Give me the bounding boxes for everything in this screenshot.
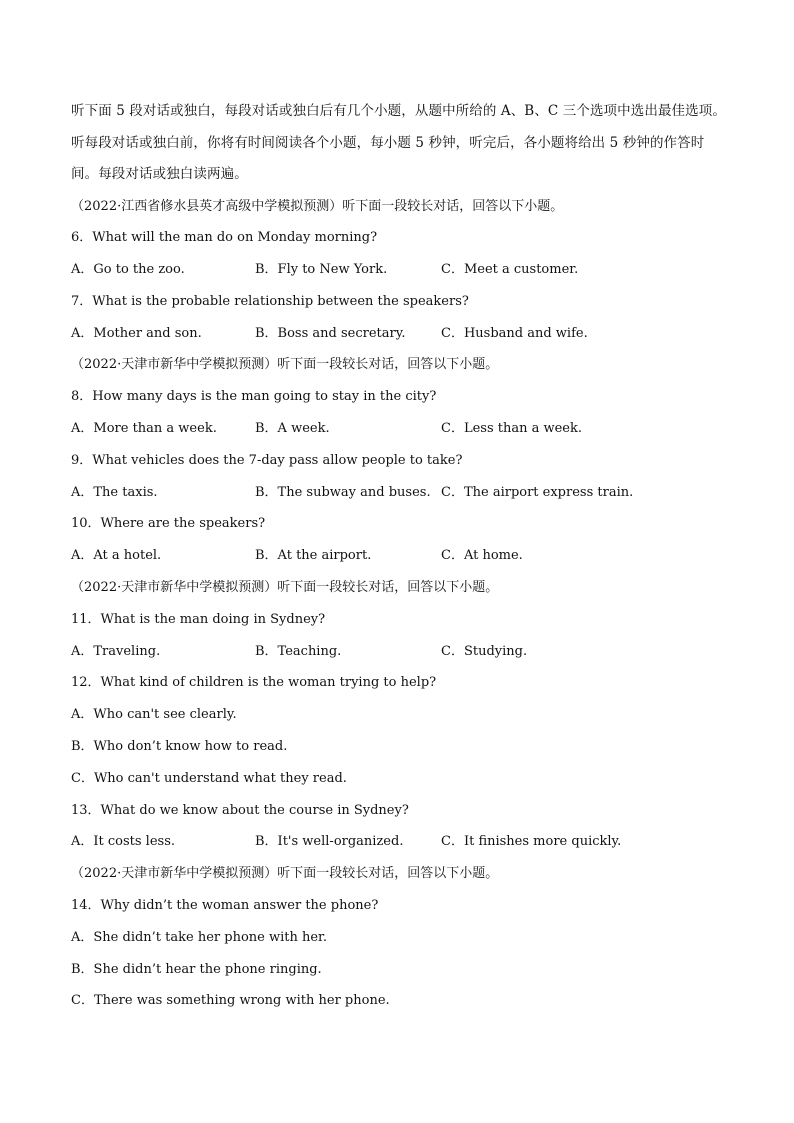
instruction-line: 间。每段对话或独白读两遍。 — [71, 166, 248, 182]
options-row — [71, 477, 731, 509]
option-a[interactable]: A．It costs less. — [71, 834, 176, 850]
question-stem: 9．What vehicles does the 7-day pass allow people to take? — [71, 452, 463, 468]
option-c[interactable]: C．At home. — [441, 548, 523, 564]
option-c[interactable]: C．Less than a week. — [441, 421, 583, 437]
option-b[interactable]: B．The subway and buses. — [255, 484, 431, 500]
question-stem: 8．How many days is the man going to stay in the city? — [71, 389, 437, 405]
option-b[interactable]: B．Who don’t know how to read. — [71, 739, 288, 755]
option-a[interactable]: A．Go to the zoo. — [71, 262, 185, 278]
option-c[interactable]: C．There was something wrong with her phone. — [71, 993, 390, 1009]
option-a[interactable]: A．More than a week. — [71, 421, 217, 437]
exam-page — [71, 96, 731, 1017]
instruction-line: 听每段对话或独白前，你将有时间阅读各个小题，每小题 5 秒钟，听完后，各小题将给出 5 秒钟的作答时 — [71, 134, 705, 151]
options-row — [71, 826, 731, 858]
option-c[interactable]: C．Meet a customer. — [441, 262, 579, 278]
option-b[interactable]: B．At the airport. — [255, 548, 372, 564]
section-source: （2022·江西省修水县英才高级中学模拟预测）听下面一段较长对话，回答以下小题。 — [71, 198, 564, 214]
option-a[interactable]: A．At a hotel. — [71, 548, 162, 564]
question-section — [71, 191, 731, 350]
option-b[interactable]: B．Teaching. — [255, 643, 342, 659]
option-b[interactable]: B．A week. — [255, 421, 330, 437]
question-stem: 6．What will the man do on Monday morning? — [71, 230, 378, 246]
option-a[interactable]: A．She didn’t take her phone with her. — [71, 929, 327, 945]
section-source: （2022·天津市新华中学模拟预测）听下面一段较长对话，回答以下小题。 — [71, 357, 499, 373]
options-row — [71, 318, 731, 350]
instruction-line: 听下面 5 段对话或独白，每段对话或独白后有几个小题，从题中所给的 A、B、C 三个选项中选出最佳选项。 — [71, 103, 726, 119]
question-stem: 10．Where are the speakers? — [71, 516, 266, 532]
option-a[interactable]: A．Traveling. — [71, 643, 161, 659]
question-stem: 7．What is the probable relationship between the speakers? — [71, 293, 469, 309]
options-row — [71, 413, 731, 445]
option-c[interactable]: C．Who can't understand what they read. — [71, 770, 347, 786]
option-c[interactable]: C．It finishes more quickly. — [441, 834, 622, 850]
listening-instructions — [71, 96, 731, 191]
option-b[interactable]: B．She didn’t hear the phone ringing. — [71, 961, 322, 977]
section-source: （2022·天津市新华中学模拟预测）听下面一段较长对话，回答以下小题。 — [71, 866, 499, 882]
question-section — [71, 858, 731, 1017]
option-b[interactable]: B．Fly to New York. — [255, 262, 388, 278]
option-a[interactable]: A．Who can't see clearly. — [71, 707, 237, 723]
question-section — [71, 572, 731, 858]
options-row — [71, 254, 731, 286]
question-stem: 12．What kind of children is the woman trying to help? — [71, 675, 437, 691]
option-a[interactable]: A．The taxis. — [71, 484, 158, 500]
option-c[interactable]: C．The airport express train. — [441, 484, 634, 500]
question-stem: 13．What do we know about the course in Sydney? — [71, 802, 409, 818]
option-c[interactable]: C．Studying. — [441, 643, 528, 659]
question-stem: 14．Why didn’t the woman answer the phone? — [71, 898, 379, 914]
option-c[interactable]: C．Husband and wife. — [441, 325, 588, 341]
question-stem: 11．What is the man doing in Sydney? — [71, 611, 326, 627]
option-a[interactable]: A．Mother and son. — [71, 325, 202, 341]
section-source: （2022·天津市新华中学模拟预测）听下面一段较长对话，回答以下小题。 — [71, 580, 499, 596]
question-section — [71, 349, 731, 572]
options-row — [71, 636, 731, 668]
options-row — [71, 540, 731, 572]
option-b[interactable]: B．It's well-organized. — [255, 834, 404, 850]
option-b[interactable]: B．Boss and secretary. — [255, 325, 406, 341]
